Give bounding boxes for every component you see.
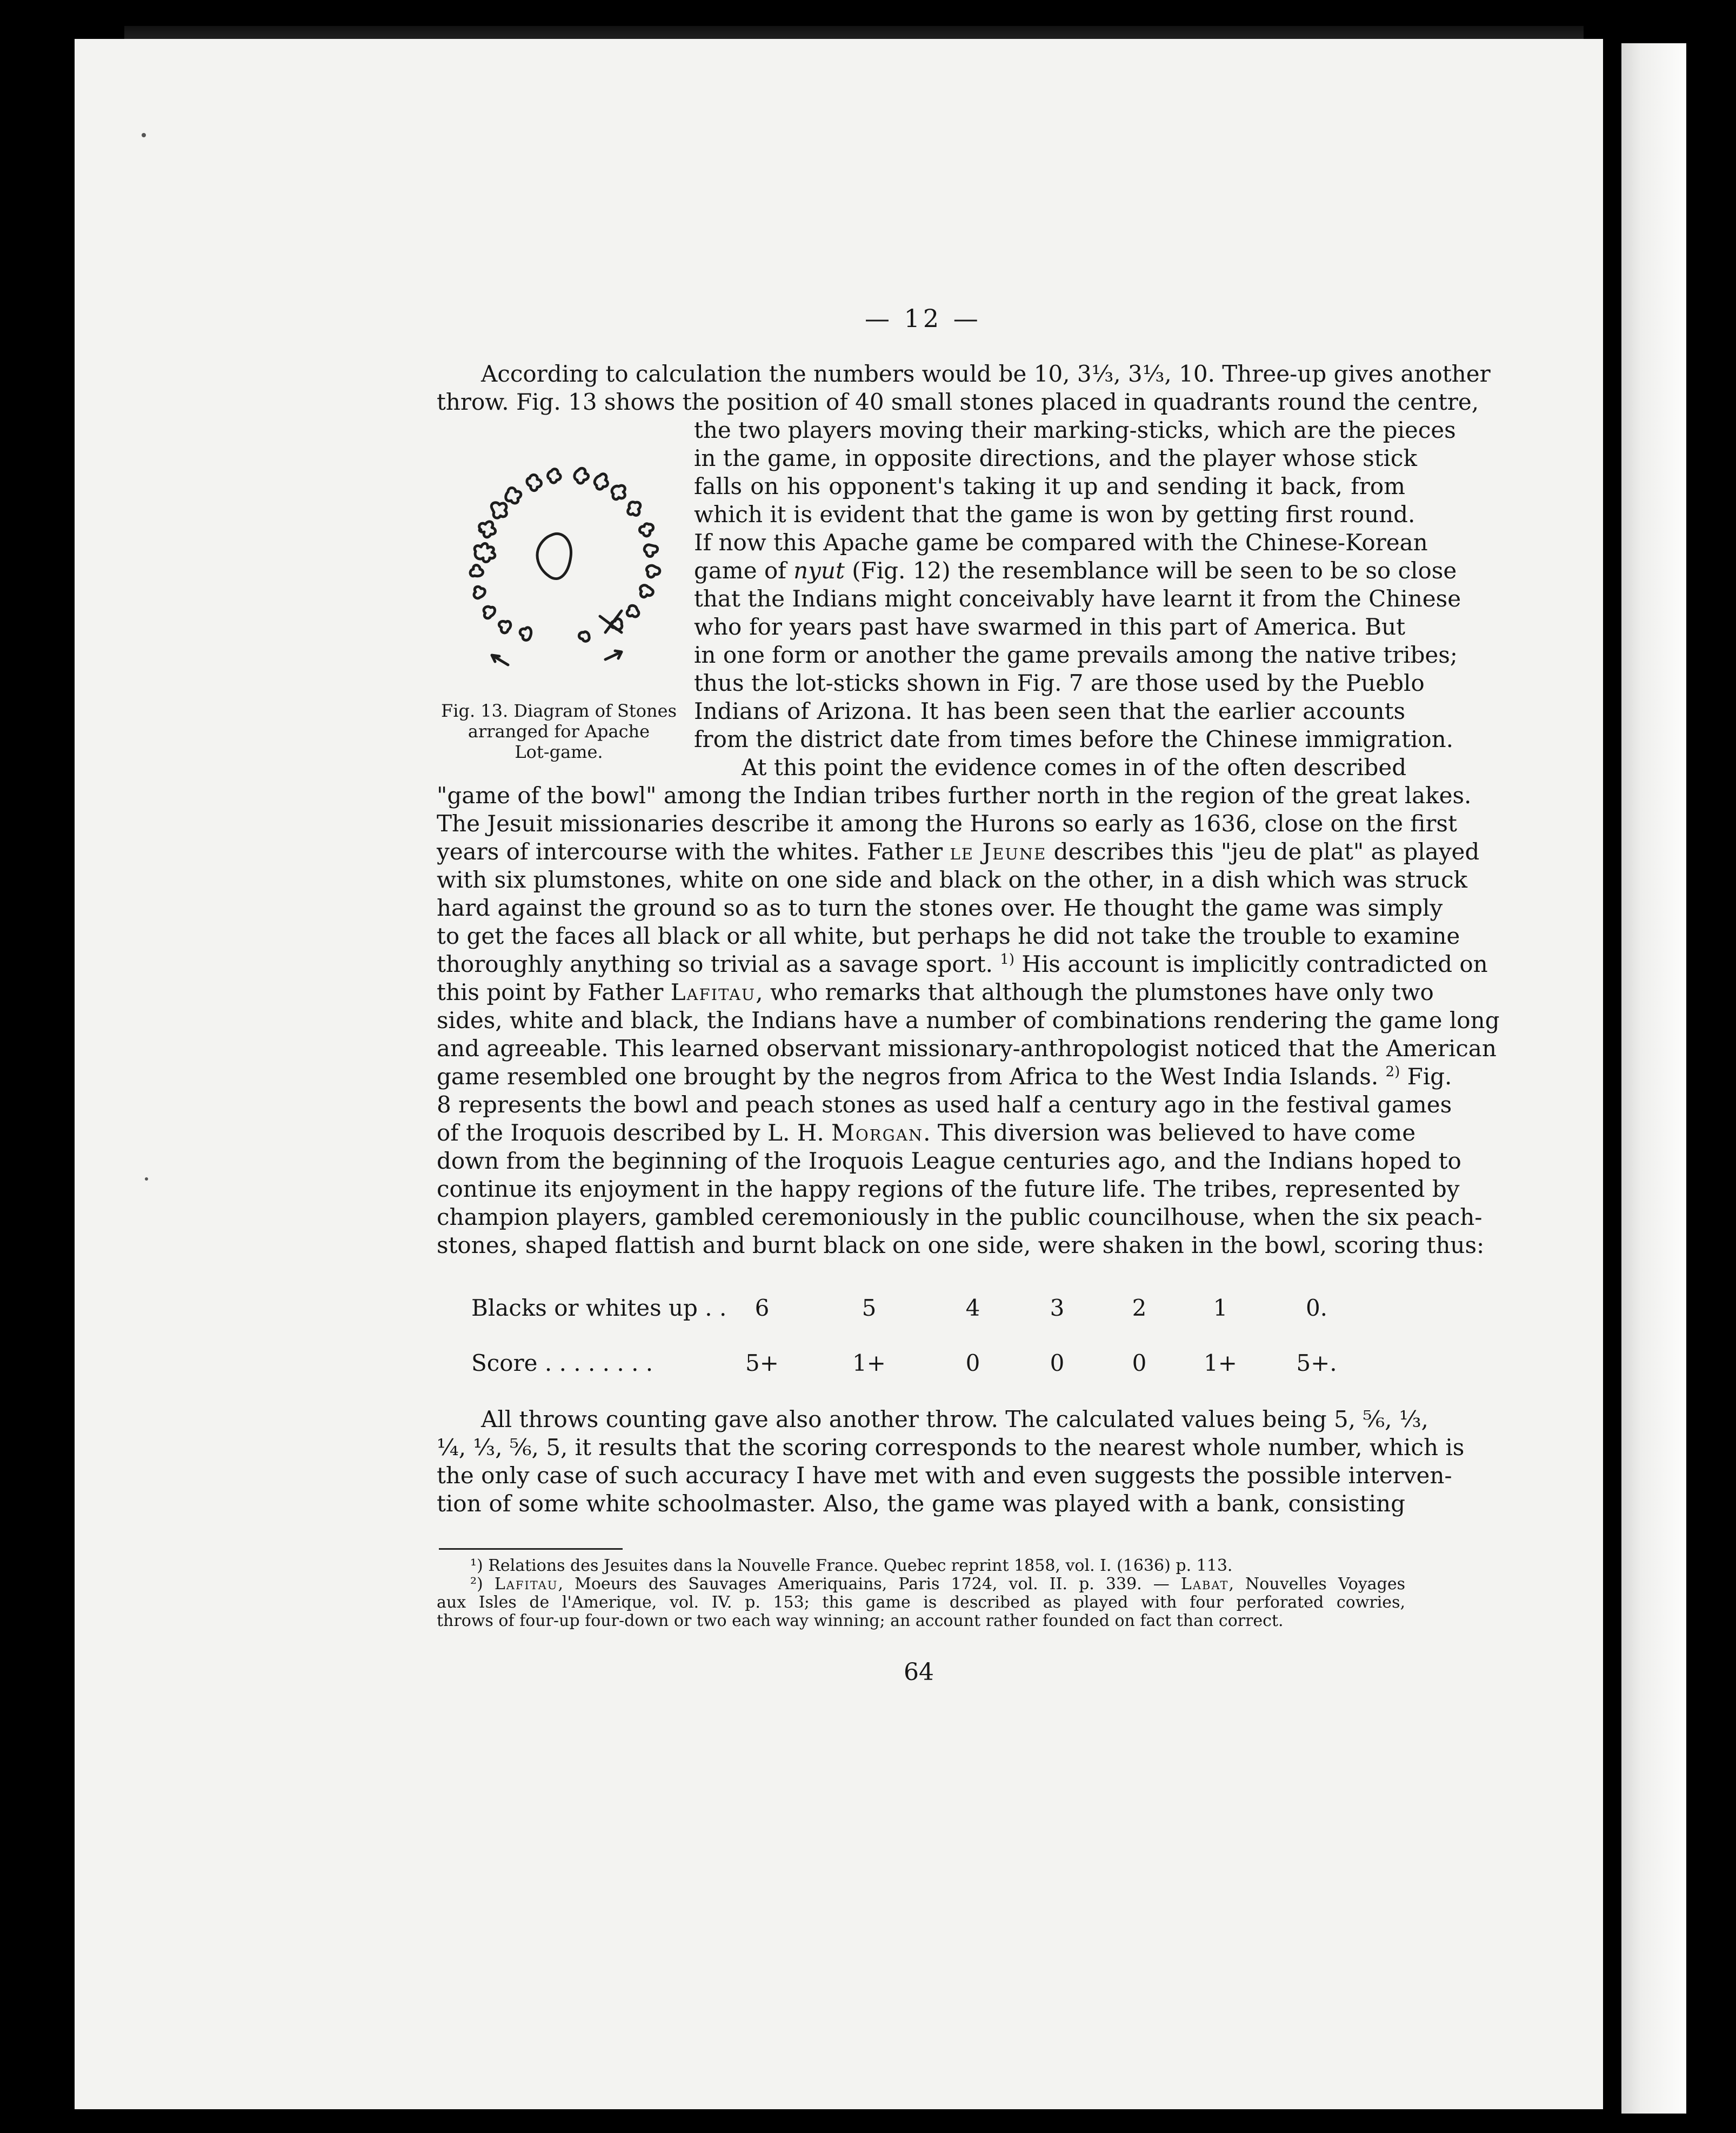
text-line: game of nyut (Fig. 12) the resemblance will be seen to be so close: [694, 557, 1457, 584]
score-table-row-score: [471, 1349, 1412, 1377]
text-line: If now this Apache game be compared with the Chinese-Korean: [694, 529, 1428, 556]
text-line: 8 represents the bowl and peach stones as used half a century ago in the festival games: [437, 1091, 1452, 1118]
text-line: throw. Fig. 13 shows the position of 40 small stones placed in quadrants round the centre,: [437, 389, 1479, 415]
text-line: The Jesuit missionaries describe it among the Hurons so early as 1636, close on the first: [437, 810, 1457, 837]
text-line: the two players moving their marking-sticks, which are the pieces: [694, 417, 1456, 443]
text-line: the only case of such accuracy I have met with and even suggests the possible interven-: [437, 1462, 1452, 1489]
text-line: thus the lot-sticks shown in Fig. 7 are those used by the Pueblo: [694, 670, 1425, 696]
text-line: All throws counting gave also another throw. The calculated values being 5, ⅚, ⅓,: [481, 1406, 1428, 1432]
row-label: Blacks or whites up . .: [471, 1295, 727, 1321]
text-line: continue its enjoyment in the happy regions of the future life. The tribes, represented by: [437, 1176, 1460, 1202]
stone-circle-illustration: [443, 438, 681, 692]
text-line: According to calculation the numbers would be 10, 3⅓, 3⅓, 10. Three-up gives another: [481, 361, 1491, 387]
figure-13-diagram: [443, 438, 681, 692]
speck: [142, 133, 146, 137]
score-table-row-up: [471, 1294, 1412, 1322]
footnote-mark: 1): [1000, 951, 1014, 968]
footnote-2: ²) Lafitau, Moeurs des Sauvages Ameriquains, Paris 1724, vol. II. p. 339. — Labat, Nouvelles Voyages: [470, 1575, 1405, 1594]
text-line: that the Indians might conceivably have learnt it from the Chinese: [694, 585, 1461, 612]
text-line: of the Iroquois described by L. H. Morgan. This diversion was believed to have come: [437, 1119, 1416, 1146]
text-line: thoroughly anything so trivial as a savage sport. $^{1)}$ His account is implicitly contradicted on: [437, 951, 1488, 977]
text-line: stones, shaped flattish and burnt black on one side, were shaken in the bowl, scoring thus:: [437, 1232, 1485, 1258]
page-number: 64: [904, 1658, 934, 1686]
text-line: At this point the evidence comes in of the often described: [742, 754, 1407, 781]
footnote-2-cont: aux Isles de l'Amerique, vol. IV. p. 153; this game is described as played with four perforated cowries,: [437, 1593, 1405, 1612]
figure-caption: [437, 701, 681, 762]
table-cell: 1: [1213, 1295, 1228, 1321]
caption-line: arranged for Apache: [468, 721, 650, 742]
speck: [145, 1177, 148, 1181]
text-line: in the game, in opposite directions, and the player whose stick: [694, 445, 1417, 471]
table-cell: 1+: [852, 1350, 886, 1376]
table-cell: 0: [965, 1350, 980, 1376]
text-line: years of intercourse with the whites. Father le Jeune describes this "jeu de plat" as played: [437, 838, 1480, 865]
page-edge: [1621, 43, 1686, 2114]
table-cell: 5+: [745, 1350, 779, 1376]
table-cell: 2: [1132, 1295, 1147, 1321]
text-line: champion players, gambled ceremoniously in the public councilhouse, when the six peach-: [437, 1204, 1483, 1230]
caption-line: Lot-game.: [515, 742, 603, 762]
text-line: and agreeable. This learned observant missionary-anthropologist noticed that the American: [437, 1035, 1497, 1062]
footnote-2-cont: throws of four-up four-down or two each way winning; an account rather founded on fact than correct.: [437, 1611, 1284, 1630]
text-line: game resembled one brought by the negros from Africa to the West India Islands. $^{2)}$ Fig.: [437, 1063, 1452, 1090]
text-line: ¼, ⅓, ⅚, 5, it results that the scoring corresponds to the nearest whole number, which is: [437, 1434, 1465, 1461]
table-cell: 0: [1132, 1350, 1147, 1376]
text-line: Indians of Arizona. It has been seen that the earlier accounts: [694, 698, 1405, 724]
text-line: who for years past have swarmed in this part of America. But: [694, 614, 1405, 640]
footnote-mark: 2): [1385, 1064, 1400, 1080]
footnote-rule: [439, 1548, 623, 1550]
text-line: sides, white and black, the Indians have a number of combinations rendering the game long: [437, 1007, 1500, 1034]
table-cell: 3: [1050, 1295, 1065, 1321]
text-line: which it is evident that the game is won by getting first round.: [694, 501, 1415, 528]
text-line: to get the faces all black or all white, but perhaps he did not take the trouble to examine: [437, 923, 1460, 949]
text-line: this point by Father Lafitau, who remarks that although the plumstones have only two: [437, 979, 1434, 1005]
text-line: in one form or another the game prevails among the native tribes;: [694, 642, 1458, 668]
text-line: with six plumstones, white on one side and black on the other, in a dish which was struck: [437, 866, 1467, 893]
text-line: tion of some white schoolmaster. Also, the game was played with a bank, consisting: [437, 1490, 1405, 1517]
table-cell: 5: [862, 1295, 877, 1321]
text-line: "game of the bowl" among the Indian tribes further north in the region of the great lakes.: [437, 782, 1472, 809]
table-cell: 1+: [1204, 1350, 1237, 1376]
page-header: — 12 —: [865, 304, 981, 333]
caption-line: Fig. 13. Diagram of Stones: [441, 701, 677, 721]
text-line: hard against the ground so as to turn the stones over. He thought the game was simply: [437, 895, 1443, 921]
text-line: down from the beginning of the Iroquois League centuries ago, and the Indians hoped to: [437, 1148, 1461, 1174]
text-line: from the district date from times before the Chinese immigration.: [694, 726, 1454, 752]
table-cell: 4: [965, 1295, 980, 1321]
table-cell: 0: [1050, 1350, 1065, 1376]
table-cell: 5+.: [1296, 1350, 1337, 1376]
table-cell: 0.: [1305, 1295, 1328, 1321]
row-label: Score . . . . . . . .: [471, 1350, 653, 1376]
table-cell: 6: [755, 1295, 770, 1321]
footnote-1: ¹) Relations des Jesuites dans la Nouvelle France. Quebec reprint 1858, vol. I. (1636) p. 113.: [470, 1556, 1233, 1575]
text-line: falls on his opponent's taking it up and sending it back, from: [694, 473, 1405, 499]
